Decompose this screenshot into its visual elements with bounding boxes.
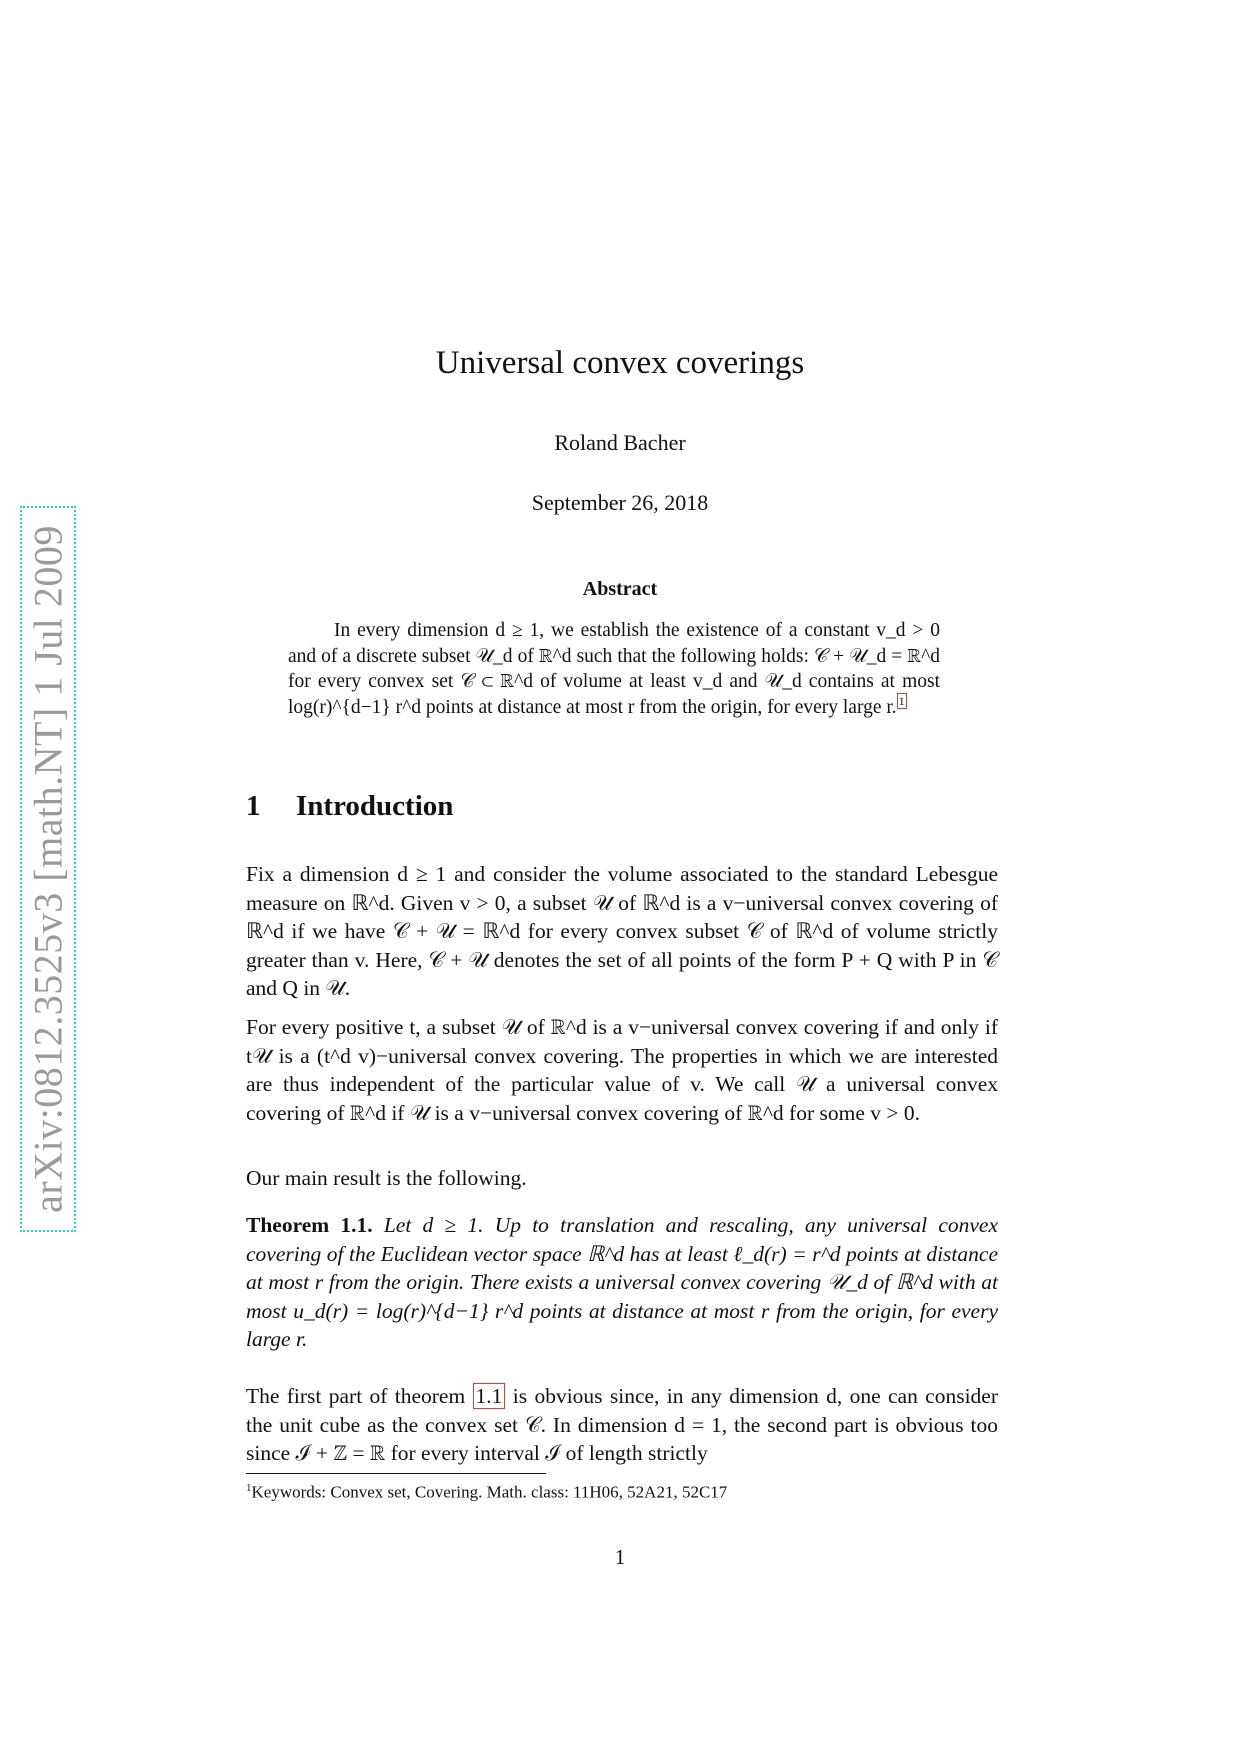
theorem-statement: Let d ≥ 1. Up to translation and rescaling, any universal convex covering of the Euclidean vector space ℝ^d has at least ℓ_d(r) = r^d points at distance at most r from the origin. There exists a universal convex covering 𝒰_d of ℝ^d with at most u_d(r) = log(r)^{d−1} r^d points at distance at most r from the origin, for every large r. <box>246 1213 998 1351</box>
intro-paragraph-1: Fix a dimension d ≥ 1 and consider the volume associated to the standard Lebesgue measure on ℝ^d. Given v > 0, a subset 𝒰 of ℝ^d is a v−universal convex covering of ℝ^d if we have 𝒞 + 𝒰 = ℝ^d for every convex subset 𝒞 of ℝ^d of volume strictly greater than v. Here, 𝒞 + 𝒰 denotes the set of all points of the form P + Q with P in 𝒞 and Q in 𝒰. <box>246 862 998 1000</box>
intro-paragraph-3: Our main result is the following. <box>246 1166 527 1190</box>
theorem-ref-link[interactable]: 1.1 <box>473 1383 506 1409</box>
abstract-text <box>288 618 940 720</box>
closing-text: The first part of theorem <box>246 1384 473 1408</box>
theorem-label: Theorem 1.1. <box>246 1213 373 1237</box>
page-number: 1 <box>614 1545 626 1569</box>
section-heading <box>246 790 453 823</box>
footnote-rule <box>246 1473 546 1474</box>
paper-title: Universal convex coverings <box>435 345 805 381</box>
arxiv-stamp[interactable]: arXiv:0812.3525v3 [math.NT] 1 Jul 2009 <box>25 525 71 1213</box>
footnote-ref-link[interactable]: 1 <box>898 694 905 708</box>
footnote <box>246 1482 727 1503</box>
section-title: Introduction <box>296 790 454 822</box>
arxiv-stamp-box <box>20 506 76 1232</box>
theorem-block <box>246 1211 998 1354</box>
closing-text-tail: is obvious since, in any dimension d, one can consider the unit cube as the convex set 𝒞. In dimension d = 1, the second part is obvious too since ℐ + ℤ = ℝ for every interval ℐ of length strictly <box>246 1384 998 1465</box>
intro-paragraph-2: For every positive t, a subset 𝒰 of ℝ^d is a v−universal convex covering if and only if t𝒰 is a (t^d v)−universal convex covering. The properties in which we are interested are thus independent of the particular value of v. We call 𝒰 a universal convex covering of ℝ^d if 𝒰 is a v−universal convex covering of ℝ^d for some v > 0. <box>246 1015 998 1125</box>
footnote-text: Keywords: Convex set, Covering. Math. class: 11H06, 52A21, 52C17 <box>251 1482 728 1502</box>
section-number: 1 <box>246 790 261 822</box>
paper-date: September 26, 2018 <box>531 490 709 515</box>
abstract-body: In every dimension d ≥ 1, we establish the existence of a constant v_d > 0 and of a discrete subset 𝒰_d of ℝ^d such that the following holds: 𝒞 + 𝒰_d = ℝ^d for every convex set 𝒞 ⊂ ℝ^d of volume at least v_d and 𝒰_d contains at most log(r)^{d−1} r^d points at distance at most r from the origin, for every large r. <box>288 620 940 718</box>
paper-author: Roland Bacher <box>554 430 686 455</box>
footnote-marker: 1 <box>246 1482 252 1494</box>
intro-paragraph-4 <box>246 1382 998 1468</box>
abstract-heading: Abstract <box>582 578 658 600</box>
